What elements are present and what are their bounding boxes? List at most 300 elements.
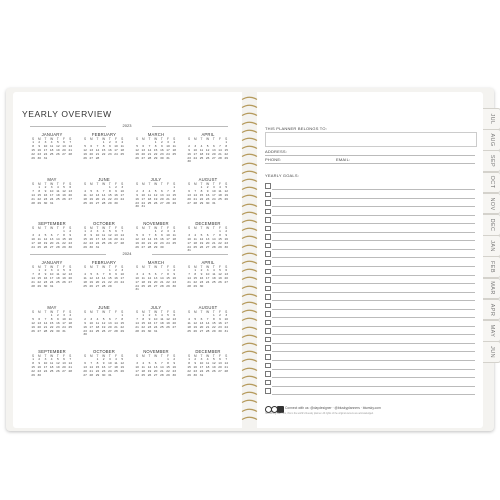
day-cell: 14 (212, 236, 216, 241)
weekday-label: F (167, 226, 169, 230)
day-cell: 13 (108, 320, 112, 325)
weekday-label: S (136, 137, 139, 141)
day-cell: 3 (194, 143, 197, 148)
weekday-label: T (108, 226, 111, 230)
day-cell: 21 (147, 240, 152, 245)
day-cell: 12 (89, 192, 93, 197)
goal-checkbox[interactable] (265, 277, 271, 283)
day-cell: 21 (68, 147, 72, 152)
month-tab-label: MAY (488, 324, 495, 338)
day-cell: 14 (95, 147, 100, 152)
day-cell: 25 (172, 151, 176, 156)
day-cell: 21 (89, 368, 93, 373)
goal-row[interactable] (265, 207, 475, 215)
day-cell: 23 (37, 368, 41, 373)
weekday-label: T (96, 354, 99, 358)
goal-checkbox[interactable] (265, 354, 271, 360)
weekday-label: T (44, 310, 47, 314)
day-cell: 9 (44, 188, 47, 193)
day-cell: 16 (224, 236, 228, 241)
weekday-label: M (37, 354, 41, 358)
goal-row[interactable] (265, 318, 475, 326)
goal-row[interactable] (265, 275, 475, 283)
day-cell: 22 (83, 240, 87, 245)
goal-checkbox[interactable] (265, 328, 271, 334)
month-tab-label: OCT (488, 175, 495, 189)
day-cell: 4 (50, 140, 53, 144)
day-cell: 6 (108, 316, 111, 321)
day-cell: 13 (68, 188, 72, 193)
belongs-to-label: THIS PLANNER BELONGS TO: (265, 126, 328, 131)
goal-checkbox[interactable] (265, 243, 271, 249)
spiral-ring (241, 96, 258, 100)
month-tab-nov[interactable] (483, 193, 500, 215)
goal-checkbox[interactable] (265, 303, 271, 309)
day-cell: 4 (84, 188, 86, 193)
day-cell: 3 (90, 316, 93, 321)
day-cell: 23 (199, 279, 204, 284)
goal-checkbox[interactable] (265, 380, 271, 386)
day-cell: 25 (199, 155, 204, 160)
day-cell: 31 (199, 372, 204, 377)
month-name: MARCH (147, 260, 165, 265)
day-cell: 10 (205, 271, 210, 276)
day-cell: 20 (68, 275, 72, 280)
month-calendar (134, 260, 178, 292)
goal-row[interactable] (265, 309, 475, 317)
goal-checkbox[interactable] (265, 217, 271, 223)
day-cell: 25 (147, 200, 152, 205)
day-cell: 7 (32, 188, 34, 193)
weekday-label: M (193, 354, 197, 358)
day-cell: 29 (224, 155, 228, 160)
day-cell: 24 (43, 151, 48, 156)
day-cell: 10 (108, 360, 112, 365)
day-cell: 29 (153, 244, 158, 249)
weekday-label: F (63, 310, 65, 314)
month-tab-mar[interactable] (483, 278, 500, 300)
day-cell: 28 (218, 155, 222, 160)
goal-row[interactable] (265, 386, 475, 394)
day-cell: 6 (63, 357, 65, 361)
day-cell: 14 (224, 360, 228, 365)
day-cell: 23 (172, 368, 176, 373)
goal-row[interactable] (265, 249, 475, 257)
day-cell: 11 (102, 232, 106, 237)
phone-email-field[interactable] (265, 163, 475, 164)
weekday-label: T (212, 182, 215, 186)
day-cell: 22 (224, 151, 228, 156)
day-cell: 13 (199, 320, 204, 325)
day-cell: 25 (218, 196, 222, 201)
day-cell: 18 (147, 196, 152, 201)
weekday-label: W (102, 182, 106, 186)
day-cell: 1 (219, 229, 221, 233)
goal-line[interactable] (272, 394, 475, 395)
goal-checkbox[interactable] (265, 337, 271, 343)
day-cell: 6 (154, 271, 157, 276)
month-name: OCTOBER (92, 349, 116, 354)
weekday-label: M (141, 354, 145, 358)
day-cell: 13 (218, 360, 222, 365)
weekday-label: W (206, 182, 210, 186)
day-cell: 3 (206, 268, 209, 272)
day-cell: 26 (147, 283, 152, 288)
day-cell: 16 (114, 192, 118, 197)
day-cell: 11 (141, 364, 145, 369)
day-cell: 16 (114, 275, 118, 280)
day-cell: 19 (147, 368, 152, 373)
day-cell: 24 (95, 240, 100, 245)
day-cell: 7 (212, 232, 215, 237)
day-cell: 28 (160, 372, 164, 377)
day-cell (67, 285, 73, 289)
goal-row[interactable] (265, 352, 475, 360)
weekday-label: S (84, 265, 87, 269)
day-cell: 30 (172, 283, 176, 288)
weekday-label: T (56, 310, 59, 314)
day-cell (67, 374, 73, 378)
weekday-label: M (89, 182, 93, 186)
week-row (134, 246, 178, 250)
day-cell: 8 (173, 188, 176, 193)
month-name: AUGUST (198, 177, 218, 182)
month-tab-apr[interactable] (483, 299, 500, 321)
goal-row[interactable] (265, 326, 475, 334)
goal-row[interactable] (265, 181, 475, 189)
goal-row[interactable] (265, 215, 475, 223)
goal-row[interactable] (265, 224, 475, 232)
month-name: APRIL (201, 260, 215, 265)
goal-checkbox[interactable] (265, 209, 271, 215)
day-cell: 18 (205, 364, 210, 369)
goal-row[interactable] (265, 292, 475, 300)
goal-checkbox[interactable] (265, 269, 271, 275)
day-cell: 13 (153, 364, 158, 369)
day-cell: 21 (193, 196, 197, 201)
goal-row[interactable] (265, 284, 475, 292)
day-cell: 9 (69, 232, 72, 237)
day-cell: 23 (147, 324, 152, 329)
goal-checkbox[interactable] (265, 192, 271, 198)
day-cell (119, 157, 125, 161)
goal-row[interactable] (265, 241, 475, 249)
month-tab-oct[interactable] (483, 172, 500, 194)
month-tab-may[interactable] (483, 320, 500, 342)
page-title: YEARLY OVERVIEW (22, 109, 112, 119)
day-cell: 15 (153, 147, 158, 152)
day-cell: 23 (193, 368, 197, 373)
day-cell (67, 157, 73, 161)
day-cell: 8 (225, 143, 228, 148)
month-name: MARCH (147, 132, 165, 137)
month-tab-sep[interactable] (483, 150, 500, 172)
weekday-label: S (173, 226, 176, 230)
day-cell: 11 (193, 236, 197, 241)
goal-checkbox[interactable] (265, 251, 271, 257)
goal-checkbox[interactable] (265, 260, 271, 266)
month-tab-label: SEP (488, 155, 495, 168)
day-cell: 6 (69, 185, 72, 189)
day-cell: 16 (205, 192, 210, 197)
day-cell: 18 (56, 275, 60, 280)
day-cell: 8 (154, 232, 157, 237)
day-cell: 25 (95, 328, 100, 333)
day-cell: 29 (37, 283, 41, 288)
goal-row[interactable] (265, 378, 475, 386)
address-field[interactable] (265, 155, 475, 156)
goal-row[interactable] (265, 190, 475, 198)
email-label: EMAIL: (336, 157, 351, 162)
day-cell: 2 (200, 268, 203, 272)
weekday-label: W (102, 354, 106, 358)
day-cell: 4 (96, 316, 99, 321)
day-cell: 20 (49, 240, 54, 245)
weekday-label: W (206, 137, 210, 141)
day-cell: 25 (114, 368, 118, 373)
day-cell: 3 (188, 232, 190, 237)
day-cell: 27 (68, 196, 72, 201)
month-tab-jun[interactable] (483, 341, 500, 363)
day-cell: 14 (101, 192, 106, 197)
belongs-to-field[interactable] (265, 132, 477, 147)
day-cell: 18 (83, 196, 87, 201)
goal-checkbox[interactable] (265, 234, 271, 240)
goal-row[interactable] (265, 198, 475, 206)
day-cell: 16 (160, 147, 164, 152)
day-cell: 1 (38, 185, 41, 189)
day-cell: 24 (62, 324, 66, 329)
day-cell: 5 (194, 316, 197, 321)
day-cell: 11 (218, 188, 222, 193)
day-cell: 5 (136, 232, 138, 237)
day-cell: 5 (121, 357, 124, 361)
weekday-label: T (160, 137, 163, 141)
day-cell (119, 246, 125, 250)
goal-row[interactable] (265, 301, 475, 309)
day-cell: 21 (56, 240, 60, 245)
day-cell: 29 (187, 372, 191, 377)
goal-checkbox[interactable] (265, 345, 271, 351)
day-cell: 30 (160, 155, 164, 160)
day-cell: 1 (63, 229, 65, 233)
day-cell: 9 (206, 188, 209, 193)
day-cell: 8 (167, 360, 169, 365)
goal-checkbox[interactable] (265, 226, 271, 232)
day-cell: 4 (200, 143, 203, 148)
month-tab-dec[interactable] (483, 214, 500, 236)
day-cell: 2 (173, 357, 176, 361)
goal-checkbox[interactable] (265, 183, 271, 189)
day-cell: 26 (205, 155, 210, 160)
day-cell: 27 (83, 372, 87, 377)
day-cell: 9 (225, 232, 228, 237)
day-cell: 17 (43, 147, 48, 152)
day-cell: 6 (115, 229, 117, 233)
spiral-ring (241, 252, 258, 256)
goal-row[interactable] (265, 361, 475, 369)
day-cell: 23 (68, 240, 72, 245)
day-cell: 22 (199, 196, 204, 201)
weekday-label: W (102, 265, 106, 269)
day-cell: 4 (173, 229, 176, 233)
day-cell: 17 (166, 236, 170, 241)
day-cell: 17 (135, 279, 139, 284)
day-cell: 5 (154, 188, 157, 193)
day-cell: 14 (31, 192, 35, 197)
day-cell: 11 (56, 271, 60, 276)
spiral-ring (241, 145, 258, 149)
day-cell: 30 (160, 244, 164, 249)
day-cell: 28 (31, 283, 35, 288)
week-row (134, 157, 178, 161)
day-cell: 5 (102, 316, 105, 321)
day-cell: 26 (135, 244, 139, 249)
day-cell: 27 (68, 279, 72, 284)
day-cell: 6 (90, 143, 93, 148)
day-cell: 24 (135, 372, 139, 377)
weekday-label: S (32, 137, 35, 141)
day-cell: 22 (62, 240, 66, 245)
month-tab-aug[interactable] (483, 129, 500, 151)
day-cell: 30 (172, 372, 176, 377)
weekday-label: S (32, 182, 35, 186)
goal-checkbox[interactable] (265, 388, 271, 394)
month-tab-jan[interactable] (483, 235, 500, 257)
weekday-label: S (188, 137, 191, 141)
day-cell: 29 (31, 155, 35, 160)
footer-small-print: Something else from, this is the world's bluesky planner. All rights of the original owners are acknowledged. (265, 413, 374, 415)
goal-checkbox[interactable] (265, 363, 271, 369)
day-cell: 20 (153, 368, 158, 373)
day-cell (171, 330, 177, 334)
weekday-label: F (63, 226, 65, 230)
day-cell: 2 (219, 313, 221, 317)
month-calendar (30, 221, 74, 249)
day-cell: 17 (62, 320, 66, 325)
day-cell: 26 (89, 200, 93, 205)
goal-row[interactable] (265, 369, 475, 377)
day-cell: 7 (219, 143, 221, 148)
weekday-label: S (188, 310, 191, 314)
day-cell: 21 (135, 324, 139, 329)
day-cell: 27 (95, 283, 100, 288)
day-cell: 10 (153, 316, 158, 321)
goal-row[interactable] (265, 335, 475, 343)
spiral-ring (241, 375, 258, 379)
day-cell: 24 (89, 328, 93, 333)
day-cell: 30 (224, 244, 228, 249)
goal-checkbox[interactable] (265, 311, 271, 317)
day-cell: 19 (108, 236, 112, 241)
day-cell: 24 (108, 368, 112, 373)
day-cell: 15 (31, 147, 35, 152)
day-cell: 18 (114, 364, 118, 369)
goal-row[interactable] (265, 232, 475, 240)
weekday-label: F (167, 265, 169, 269)
weekday-label: W (154, 354, 158, 358)
weekday-label: M (37, 226, 41, 230)
day-cell: 15 (212, 320, 216, 325)
day-cell: 16 (101, 364, 106, 369)
day-cell: 18 (141, 279, 145, 284)
day-cell: 9 (38, 143, 41, 148)
weekday-label: T (56, 182, 59, 186)
spiral-ring (241, 358, 258, 362)
day-cell: 10 (95, 232, 100, 237)
weekday-label: F (115, 182, 117, 186)
goal-row[interactable] (265, 258, 475, 266)
day-cell: 4 (69, 313, 72, 317)
day-cell: 15 (37, 192, 41, 197)
day-cell: 26 (212, 368, 216, 373)
day-cell: 14 (43, 320, 48, 325)
day-cell: 4 (38, 232, 41, 237)
spiral-ring (241, 301, 258, 305)
goal-checkbox[interactable] (265, 371, 271, 377)
day-cell: 12 (212, 360, 216, 365)
goal-checkbox[interactable] (265, 200, 271, 206)
month-calendar (186, 132, 230, 164)
day-cell: 10 (43, 143, 48, 148)
day-cell: 8 (96, 360, 99, 365)
goal-row[interactable] (265, 267, 475, 275)
month-tab-label: NOV (488, 196, 495, 211)
month-calendar (186, 260, 230, 288)
weekday-label: T (200, 182, 203, 186)
day-cell: 3 (96, 229, 99, 233)
month-tab-jul[interactable] (483, 108, 500, 130)
day-cell: 3 (50, 185, 53, 189)
day-cell: 6 (173, 313, 176, 317)
day-cell: 17 (224, 320, 228, 325)
day-cell: 17 (141, 196, 145, 201)
day-cell: 31 (62, 328, 66, 333)
weekday-label: S (136, 226, 139, 230)
weekday-label: S (84, 137, 87, 141)
day-cell: 2 (108, 140, 111, 144)
weekday-label: S (69, 265, 72, 269)
day-cell: 16 (218, 320, 222, 325)
day-cell: 6 (200, 316, 203, 321)
goal-row[interactable] (265, 343, 475, 351)
day-cell: 3 (200, 357, 203, 361)
month-tab-feb[interactable] (483, 256, 500, 278)
day-cell: 23 (160, 240, 164, 245)
day-cell: 30 (83, 332, 87, 337)
goal-checkbox[interactable] (265, 286, 271, 292)
weekday-label: W (50, 265, 54, 269)
day-cell: 3 (154, 313, 157, 317)
day-cell: 1 (50, 313, 53, 317)
day-cell: 5 (90, 188, 93, 193)
spiral-ring (241, 211, 258, 215)
goal-checkbox[interactable] (265, 320, 271, 326)
day-cell: 5 (200, 232, 203, 237)
spiral-ring (241, 170, 258, 174)
day-cell: 18 (160, 320, 164, 325)
weekday-label: S (225, 137, 228, 141)
day-cell: 28 (212, 244, 216, 249)
day-cell: 13 (95, 275, 100, 280)
day-cell: 5 (136, 143, 138, 148)
day-cell: 15 (166, 364, 170, 369)
day-cell: 26 (135, 155, 139, 160)
day-cell: 19 (62, 275, 66, 280)
weekday-label: T (96, 137, 99, 141)
goal-checkbox[interactable] (265, 294, 271, 300)
day-cell: 19 (56, 147, 60, 152)
